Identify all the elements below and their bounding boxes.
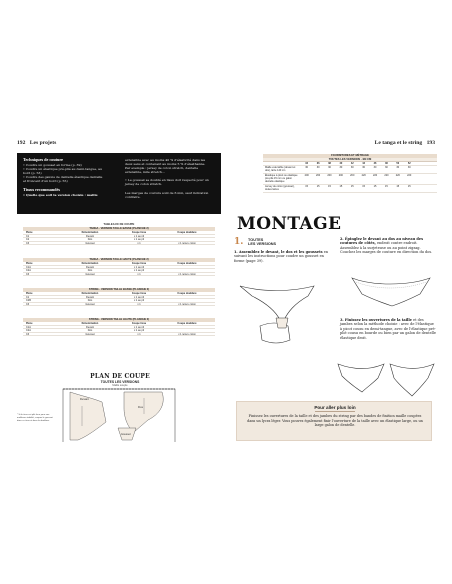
table-cell: x 1	[137, 332, 141, 336]
table-cell: C3	[26, 241, 30, 245]
table-cell: C3	[26, 332, 30, 336]
page-number: 193	[426, 140, 435, 146]
info-line: • Le gousset se doublé en tissu doit respecté pour un	[125, 178, 209, 183]
table-cell: 30	[339, 166, 343, 170]
step-2-bold: 2. Épinglez le devant au dos au niveau des coutures de côtés,	[340, 237, 424, 246]
table-cell: C1A	[26, 325, 31, 329]
step-1-number: 1.	[234, 237, 244, 247]
info-line: jersey de coton stretch.	[125, 182, 162, 187]
supplies-subtitle: TOUTES LES VERSIONS - EN CM	[263, 158, 437, 162]
table-cell: C1	[26, 295, 30, 299]
table-cell: 15	[407, 185, 411, 189]
table-cell: Dos	[87, 299, 93, 302]
right-page	[226, 138, 440, 444]
size-cell: 52	[407, 161, 411, 165]
header-cell: Pièce	[26, 262, 33, 265]
table-cell: C2	[26, 238, 30, 241]
step-2-rest: endroit contre endroit. Assemblez à la surjeteuse ou au point zigzag. Couchez les marges de couture en direction du dos.	[340, 241, 433, 255]
size-cell: 34	[305, 161, 309, 165]
table-cell: 200	[304, 174, 309, 178]
table-cell: Gousset	[85, 241, 95, 245]
size-cell: 36	[316, 161, 320, 165]
step-1-rest: en suivant les instructions pour coudre un gousset en forme (page 39).	[234, 250, 329, 263]
table-cell: x 1 au pli	[133, 299, 144, 302]
plan-subtitle: TOUTES LES VERSIONS	[100, 380, 140, 384]
techniques-heading: Techniques de couture	[23, 157, 64, 162]
gusset-shape	[276, 318, 288, 328]
info-line: deux sens et contenant au moins 5 % d'élasthanne.	[125, 162, 206, 167]
table-cell: Gousset	[85, 302, 95, 306]
table-row	[263, 166, 437, 174]
fabrics-heading: Tissus recommandés	[23, 186, 60, 192]
table-cell: C3	[26, 272, 30, 276]
info-line: bord (p. 53)	[23, 171, 42, 176]
size-cell: 50	[396, 161, 400, 165]
table-cell: 200	[350, 174, 355, 178]
table-cell: 15	[350, 185, 354, 189]
label-front: Devant	[80, 397, 89, 401]
table-cell: Devant	[86, 295, 94, 299]
info-box	[17, 153, 221, 214]
step-heading-line: LES VERSIONS	[248, 242, 277, 247]
table-cell: C2B	[26, 299, 31, 302]
table-cell: Gousset	[85, 332, 95, 336]
aller-text: Finissez les ouvertures de la taille et des jambes du string par des bandes de finition maille coupées dans un lycra léger. Vous pouvez également finir l'ouverture de la taille avec un élastique large, ou un large galon de dentelle.	[247, 414, 423, 428]
table-cell: 220	[384, 174, 389, 178]
info-line: • Coudre un gousset en forme (p. 39)	[23, 163, 82, 168]
size-cell: 44	[362, 161, 366, 165]
assembled-garment-shape	[352, 278, 430, 306]
header-cell: Coupe tissu	[131, 322, 147, 325]
table-cell: x 1 au pli	[133, 269, 144, 272]
header-cell: Coupe doublure	[177, 262, 197, 265]
header-cell: Pièce	[26, 292, 33, 295]
table-cell: 30	[362, 166, 366, 170]
table-cell: 220	[407, 174, 412, 178]
size-cell: 48	[385, 161, 388, 165]
finished-string-shape	[390, 364, 434, 396]
table-cell: 200	[338, 174, 343, 178]
cut-table-1	[23, 223, 215, 245]
running-head-right	[375, 140, 435, 146]
header-cell: Coupe tissu	[131, 292, 147, 295]
info-line: • Quelle que soit la version choisie : maille	[23, 192, 98, 197]
page-number: 192	[17, 140, 26, 146]
table-cell	[159, 235, 215, 238]
table-cell: 30	[305, 166, 309, 170]
table-cell: 30	[350, 166, 354, 170]
table-cell: 15	[305, 185, 309, 189]
table-subtitle: TANGA - VERSION TAILLE BASSE (PLANCHE 2)	[23, 227, 215, 231]
table-cell: 15	[385, 185, 388, 189]
finished-tanga-shape	[338, 364, 384, 392]
header-cell: Pièce	[26, 322, 33, 325]
left-page	[12, 138, 226, 444]
table-row	[23, 303, 215, 307]
table-cell: x 1	[137, 302, 141, 306]
table-cell: Devant	[86, 325, 94, 329]
table-cell: x 1	[137, 272, 141, 276]
table-cell: 15	[373, 185, 377, 189]
running-title: Le tanga et le string	[374, 140, 423, 146]
size-cell: 38	[328, 161, 331, 165]
table-cell: C1A	[26, 265, 31, 269]
step-3-text	[340, 318, 436, 340]
table-cell	[159, 238, 215, 241]
pour-aller-plus-loin-box	[236, 401, 432, 441]
table-cell: 15	[316, 185, 320, 189]
table-cell: C3	[26, 302, 30, 306]
table-cell: x 1 jersey coton	[178, 241, 196, 245]
table-cell: x 1 jersey coton	[178, 272, 196, 276]
row-label: Élastique à picot ou élastique pré-plié 15 mm ou galon dentelle élastique	[265, 174, 298, 184]
header-cell: Dénomination	[81, 262, 99, 265]
supplies-title: FOURNITURES ET MÉTRAGE	[263, 154, 437, 158]
table-cell: 30	[373, 166, 377, 170]
table-cell: 30	[316, 166, 320, 170]
supplies-table	[263, 154, 437, 193]
table-cell: Dos	[87, 269, 93, 272]
header-cell: Dénomination	[81, 292, 99, 295]
front-panel-shape	[240, 286, 314, 320]
table-row	[23, 333, 215, 337]
info-line: extensible avec au moins 40 % d'élasticité dans les	[125, 158, 206, 162]
table-title: TABLEAUX DE COUPE	[103, 223, 135, 226]
running-title: Les projets	[29, 140, 57, 146]
header-cell: Coupe tissu	[131, 231, 147, 234]
cut-table-3	[23, 288, 215, 306]
table-cell: 15	[339, 185, 343, 189]
table-cell: x 1 au pli	[133, 238, 144, 241]
info-column-1	[23, 158, 117, 197]
header-cell: Dénomination	[81, 231, 99, 234]
info-line: Par exemple : jersey de coton stretch, dentelle	[125, 166, 199, 171]
table-cell: x 1 au pli	[133, 265, 144, 269]
plan-de-coupe-title: PLAN DE COUPE	[90, 373, 150, 380]
table-cell: x 1 au pli	[133, 234, 144, 238]
table-cell: 30	[396, 166, 400, 170]
table-cell: C2A	[26, 329, 31, 332]
header-cell: Pièce	[26, 231, 33, 234]
row-label: Jersey de coton (gousset), toutes laizes	[265, 185, 295, 192]
table-row	[263, 185, 437, 193]
table-cell: Devant	[86, 234, 94, 238]
step-2-text	[340, 237, 436, 255]
running-head-left	[17, 140, 56, 146]
table-cell: C1	[26, 234, 30, 238]
cutting-layout-diagram	[62, 388, 176, 442]
step-1-text	[234, 250, 330, 263]
table-cell: 220	[361, 174, 366, 178]
table-cell: 220	[372, 174, 378, 178]
table-cell: 15	[396, 185, 400, 189]
size-cell: 46	[373, 161, 377, 165]
table-cell: 30	[385, 166, 388, 170]
table-cell	[159, 299, 215, 302]
label-back: Dos	[138, 405, 143, 409]
table-cell	[159, 266, 215, 269]
step-heading-line: TOUTES	[248, 238, 264, 242]
plan-fabric-note: Maille souple	[112, 384, 128, 387]
table-cell: 30	[407, 166, 411, 170]
table-cell: C2A	[26, 269, 31, 272]
table-cell	[159, 326, 215, 329]
table-cell: 15	[328, 185, 331, 189]
table-cell: 200	[316, 174, 321, 178]
table-cell: x 1 au pli	[133, 329, 144, 332]
info-line: et froncent d'un bord (p. 55)	[23, 179, 68, 184]
table-cell: Dos	[87, 329, 93, 332]
cut-table-2	[23, 258, 215, 276]
info-column-2	[125, 158, 217, 199]
table-cell: Dos	[87, 238, 93, 241]
table-cell	[159, 269, 215, 272]
info-line: • Coudre des galons de dentelle élastique dentelle	[23, 175, 103, 180]
size-cell: 42	[350, 161, 354, 165]
table-cell	[159, 329, 215, 332]
step-3-rest: et des jambes selon la méthode choisie : avec de l'élastique à picot cousu en demi-tangue, avec de l'élastique pré-plié cousu en bourde ou bien par un galon de dentelle élastique droit.	[340, 318, 436, 340]
step-2-illustration	[346, 272, 436, 310]
table-row	[23, 273, 215, 277]
header-cell: Coupe tissu	[131, 262, 147, 265]
table-cell: 200	[327, 174, 332, 178]
header-cell: Coupe doublure	[177, 231, 197, 234]
header-cell: Coupe doublure	[177, 322, 197, 325]
table-cell: Gousset	[85, 272, 95, 276]
step-3-bold: 3. Finissez les ouvertures de la taille	[340, 318, 412, 322]
table-cell: 220	[395, 174, 400, 178]
step-1-heading	[248, 238, 276, 247]
montage-heading: MONTAGE	[237, 214, 342, 234]
table-cell	[159, 296, 215, 299]
size-cell: 40	[339, 161, 343, 165]
info-line: contraire.	[125, 194, 141, 199]
table-cell: Devant	[86, 265, 94, 269]
header-cell: Coupe doublure	[177, 292, 197, 295]
header-cell: Dénomination	[81, 322, 99, 325]
row-label: Maille extensible (devant et dos), laize 140 cm	[265, 166, 296, 173]
table-subtitle: TANGA - VERSION TAILLE HAUTE (PLANCHE 2)	[23, 258, 215, 262]
table-subtitle: STRING - VERSION TAILLE HAUTE (PLANCHE 2)	[23, 318, 215, 322]
step-1-illustration	[232, 274, 332, 344]
table-cell: x 1 au pli	[133, 295, 144, 299]
aller-title: Pour aller plus loin	[314, 405, 356, 410]
step-3-illustration	[334, 356, 438, 400]
cut-table-4	[23, 318, 215, 336]
table-cell: 30	[328, 166, 331, 170]
table-cell: x 1 au pli	[133, 325, 144, 329]
table-cell: 15	[362, 185, 366, 189]
table-cell: x 1 jersey coton	[178, 332, 196, 336]
step-1-bold: 1. Assemblez le devant, le dos et les goussets	[234, 250, 323, 254]
table-cell: x 1 jersey coton	[178, 302, 196, 306]
info-line: extensible, mile stretch…	[125, 170, 165, 175]
table-row	[263, 174, 437, 185]
table-cell: x 1	[137, 241, 141, 245]
info-line: • Coudre un élastique pré-plié au demi-tangue, au	[23, 167, 102, 172]
table-subtitle: STRING - VERSION TAILLE BASSE (PLANCHE 2)	[23, 288, 215, 292]
info-line: Les marges de couture sont de 6 mm, sauf indication	[125, 190, 209, 195]
label-gusset: Gousset	[121, 433, 131, 436]
book-spread	[12, 138, 440, 444]
footnote: * Si le tissu est plié face pour une meilleure stabilité, coupez le gousset dans ce tissu et dans la doublure.	[17, 414, 53, 422]
table-row	[23, 242, 215, 246]
